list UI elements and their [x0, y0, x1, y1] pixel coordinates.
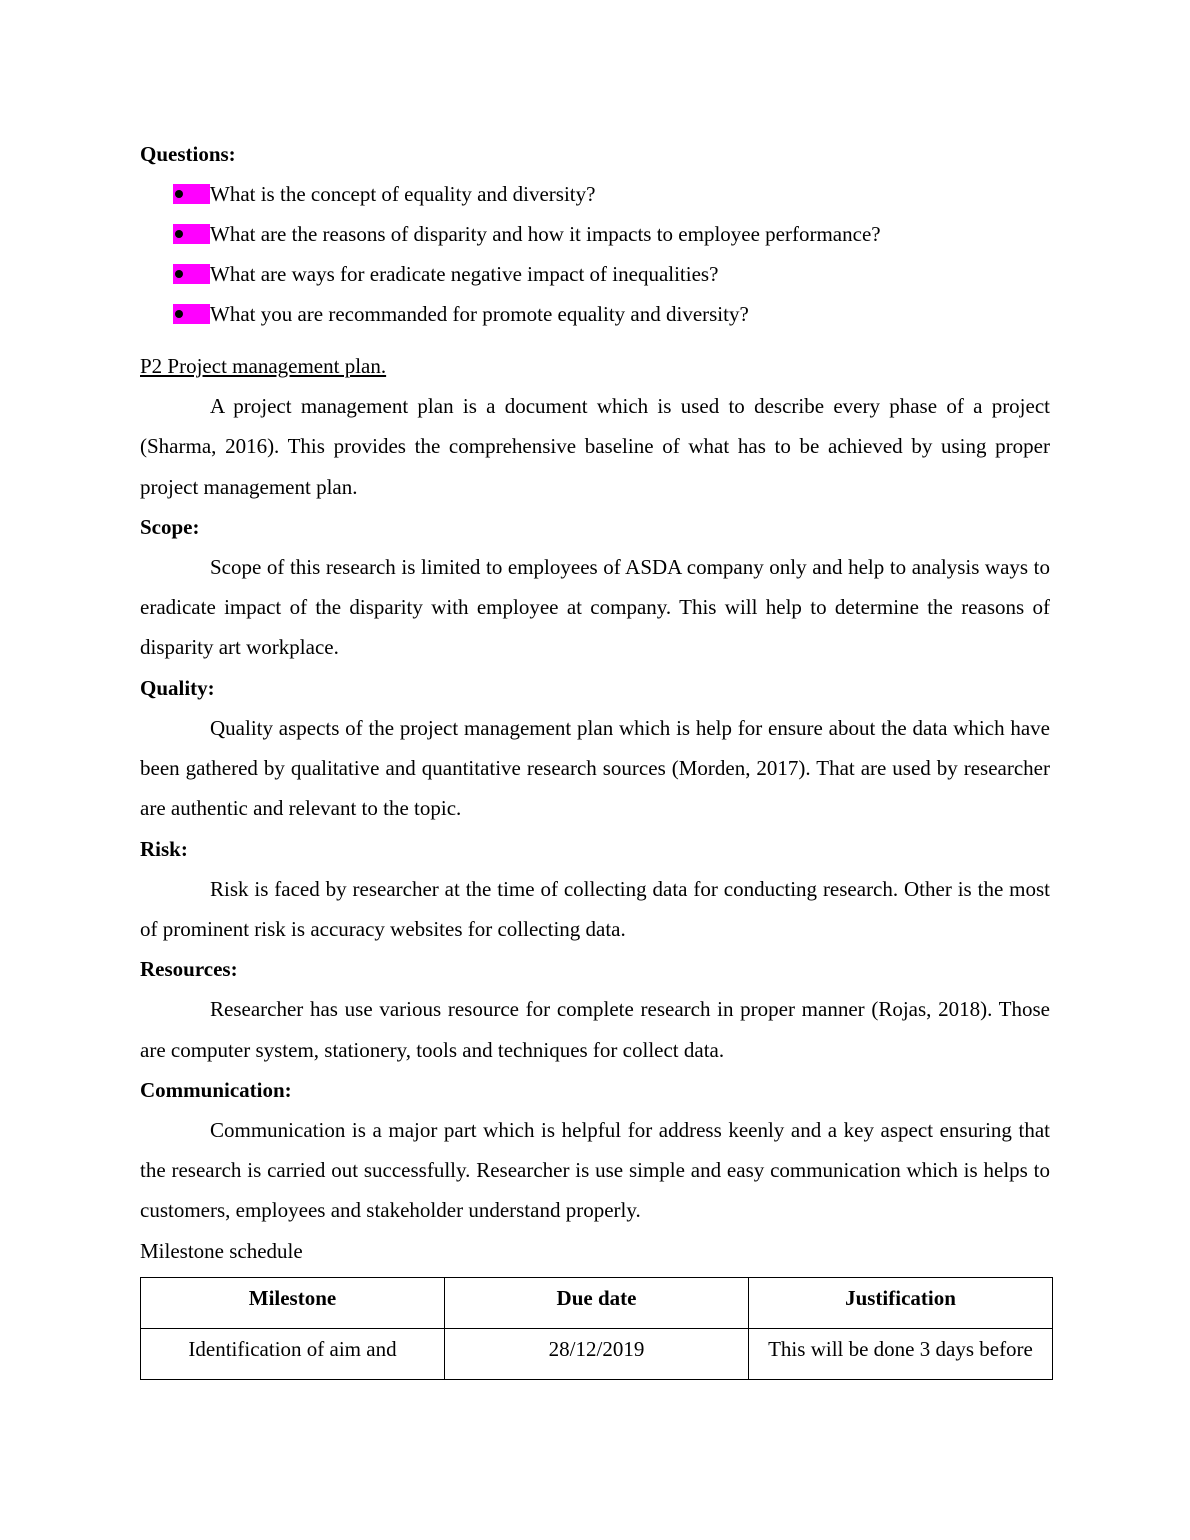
table-row [141, 1328, 1053, 1379]
subsection-heading-scope: Scope: [140, 514, 200, 539]
table-cell-milestone: Identification of aim and [141, 1328, 445, 1379]
questions-heading: Questions: [140, 142, 236, 166]
subsection-heading-resources: Resources: [140, 957, 238, 982]
bullet-dot-icon [175, 230, 183, 238]
highlight-bullet-icon [173, 184, 210, 204]
bullet-dot-icon [175, 190, 183, 198]
subsection-paragraph-quality: Quality aspects of the project management plan which is help for ensure about the data which have been gathered by qualitative and quantitative research sources (Morden, 2017). That are used by researcher are authentic and relevant to the topic. [140, 715, 1050, 821]
questions-list [140, 174, 1050, 334]
subsection-paragraph-communication: Communication is a major part which is helpful for address keenly and a key aspect ensuring that the research is carried out successfully. Researcher is use simple and easy communication which is helps to customers, employees and stakeholder understand properly. [140, 1117, 1050, 1223]
subsection-heading-quality: Quality: [140, 675, 215, 700]
question-text: What are the reasons of disparity and how it impacts to employee performance? [210, 222, 881, 246]
subsection-heading-communication: Communication: [140, 1077, 292, 1102]
question-text: What is the concept of equality and diversity? [210, 182, 596, 206]
question-item [140, 294, 1050, 334]
table-header-row [141, 1277, 1053, 1328]
milestone-schedule-label: Milestone schedule [140, 1238, 303, 1263]
subsection-paragraph-resources: Researcher has use various resource for complete research in proper manner (Rojas, 2018). Those are computer system, stationery, tools and techniques for collect data. [140, 997, 1050, 1062]
column-header-justification: Justification [749, 1277, 1053, 1328]
section-title: P2 Project management plan. [140, 354, 387, 378]
question-text: What are ways for eradicate negative impact of inequalities? [210, 262, 719, 286]
subsection-paragraph-scope: Scope of this research is limited to employees of ASDA company only and help to analysis ways to eradicate impact of the disparity with employee at company. This will help to determine the reasons of disparity art workplace. [140, 554, 1050, 660]
table-cell-justification: This will be done 3 days before [749, 1328, 1053, 1379]
highlight-bullet-icon [173, 304, 210, 324]
column-header-due-date: Due date [445, 1277, 749, 1328]
highlight-bullet-icon [173, 224, 210, 244]
question-text: What you are recommanded for promote equality and diversity? [210, 302, 749, 326]
column-header-milestone: Milestone [141, 1277, 445, 1328]
document-page [140, 138, 1050, 1380]
question-item [140, 174, 1050, 214]
table-cell-due-date: 28/12/2019 [445, 1328, 749, 1379]
highlight-bullet-icon [173, 264, 210, 284]
subsection-heading-risk: Risk: [140, 836, 188, 861]
question-item [140, 214, 1050, 254]
question-item [140, 254, 1050, 294]
milestone-table [140, 1277, 1053, 1380]
bullet-dot-icon [175, 270, 183, 278]
section-intro-paragraph: A project management plan is a document which is used to describe every phase of a project (Sharma, 2016). This provides the comprehensive baseline of what has to be achieved by using proper project management plan. [140, 394, 1050, 499]
bullet-dot-icon [175, 310, 183, 318]
subsection-paragraph-risk: Risk is faced by researcher at the time of collecting data for conducting research. Other is the most of prominent risk is accuracy websites for collecting data. [140, 876, 1050, 941]
